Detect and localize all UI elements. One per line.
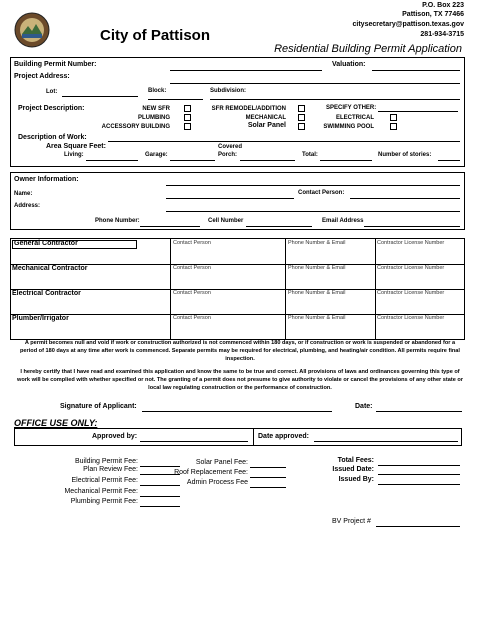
subdivision-field[interactable] — [210, 99, 460, 100]
signature-label: Signature of Applicant: — [60, 403, 137, 410]
owner-cell-label: Cell Number — [208, 218, 244, 224]
issued-by-field[interactable] — [378, 484, 460, 485]
sfr-remodel-checkbox[interactable] — [298, 105, 305, 112]
valuation-field[interactable] — [372, 70, 460, 71]
owner-name-field[interactable] — [166, 198, 294, 199]
address-line-2: Pattison, TX 77466 — [402, 11, 464, 18]
contact-person-header: Contact Person — [173, 315, 211, 321]
mechanical-permit-fee-label: Mechanical Permit Fee: — [64, 488, 138, 495]
work-description-field[interactable] — [108, 141, 460, 142]
sfr-remodel-label: SFR REMODEL/ADDITION — [211, 106, 286, 112]
subdivision-label: Subdivision: — [210, 88, 246, 94]
owner-information-title: Owner Information: — [14, 176, 79, 183]
roof-replacement-fee-label: Roof Replacement Fee: — [174, 469, 248, 476]
issued-date-label: Issued Date: — [332, 466, 374, 473]
owner-info-underline — [166, 185, 460, 186]
total-fees-label: Total Fees: — [337, 457, 374, 464]
solar-panel-fee-label: Solar Panel Fee: — [195, 459, 248, 466]
total-label: Total: — [302, 152, 318, 158]
project-address-label: Project Address: — [14, 73, 70, 80]
specify-other-field[interactable] — [378, 111, 458, 112]
form-title: Residential Building Permit Application — [274, 43, 462, 55]
work-description-label: Description of Work: — [18, 134, 87, 141]
stories-field[interactable] — [438, 160, 460, 161]
city-seal-logo — [14, 12, 50, 48]
project-section — [10, 57, 465, 167]
phone-email-header: Phone Number & Email — [288, 290, 346, 296]
porch-label: Porch: — [218, 152, 238, 158]
contact-person-header: Contact Person — [173, 240, 211, 246]
approval-box — [14, 428, 462, 446]
permit-number-label: Building Permit Number: — [14, 61, 97, 68]
owner-email-field[interactable] — [364, 226, 460, 227]
owner-phone-field[interactable] — [140, 226, 200, 227]
accessory-building-label: ACCESSORY BUILDING — [101, 124, 170, 130]
permit-number-field[interactable] — [170, 70, 322, 71]
garage-label: Garage: — [145, 152, 168, 158]
solar-panel-checkbox[interactable] — [298, 123, 305, 130]
project-address-field[interactable] — [170, 83, 460, 84]
owner-cell-field[interactable] — [246, 226, 312, 227]
mechanical-label: MECHANICAL — [245, 115, 286, 121]
address-line-1: P.O. Box 223 — [422, 2, 464, 9]
swimming-pool-checkbox[interactable] — [390, 123, 397, 130]
license-number-header: Contractor License Number — [377, 290, 445, 296]
block-field[interactable] — [148, 99, 203, 100]
date-approved-field[interactable] — [314, 441, 458, 442]
block-label: Block: — [148, 88, 167, 94]
covered-label: Covered — [218, 144, 243, 150]
electrical-contractor-label: Electrical Contractor — [12, 290, 81, 297]
office-use-title: OFFICE USE ONLY: — [14, 418, 98, 428]
admin-process-fee-label: Admin Process Fee — [186, 479, 248, 486]
license-number-header: Contractor License Number — [377, 265, 445, 271]
stories-label: Number of stories: — [378, 152, 432, 158]
bv-project-field[interactable] — [376, 526, 460, 527]
signature-date-field[interactable] — [376, 411, 462, 412]
date-approved-label: Date approved: — [258, 433, 309, 440]
roof-replacement-fee-field[interactable] — [250, 477, 286, 478]
project-description-label: Project Description: — [18, 105, 85, 112]
admin-process-fee-field[interactable] — [250, 487, 286, 488]
plumber-irrigator-label: Plumber/Irrigator — [12, 315, 69, 322]
solar-panel-label: Solar Panel — [247, 122, 286, 129]
contact-person-header: Contact Person — [173, 290, 211, 296]
issued-date-field[interactable] — [378, 474, 460, 475]
phone-number: 281-934-3715 — [420, 31, 464, 38]
owner-address-label: Address: — [14, 203, 41, 209]
swimming-pool-label: SWIMMING POOL — [323, 124, 374, 130]
contact-person-header: Contact Person — [173, 265, 211, 271]
porch-field[interactable] — [240, 160, 295, 161]
city-name: City of Pattison — [100, 27, 211, 44]
phone-email-header: Phone Number & Email — [288, 265, 346, 271]
building-permit-fee-field[interactable] — [140, 466, 180, 467]
contact-person-label: Contact Person: — [298, 190, 345, 196]
plumbing-permit-fee-field[interactable] — [140, 506, 180, 507]
electrical-label: ELECTRICAL — [336, 115, 374, 121]
approved-by-label: Approved by: — [92, 433, 138, 440]
total-field[interactable] — [320, 160, 372, 161]
permit-void-notice: A permit becomes null and void if work or construction authorized is not commenced within 180 days, or if construction or work is suspended or abandoned for a period of 180 days at any time after work is commenced. Separate permits may be required for electrical, plumbing, and heating/air condition. All permits require final inspection. — [20, 340, 460, 362]
mechanical-contractor-label: Mechanical Contractor — [12, 265, 88, 272]
mechanical-checkbox[interactable] — [298, 114, 305, 121]
living-label: Living: — [64, 152, 84, 158]
valuation-label: Valuation: — [332, 61, 366, 68]
license-number-header: Contractor License Number — [377, 240, 445, 246]
owner-email-label: Email Address — [322, 218, 364, 224]
area-square-feet-label: Area Square Feet: — [46, 143, 106, 150]
living-field[interactable] — [86, 160, 138, 161]
approved-by-field[interactable] — [140, 441, 248, 442]
specify-other-label: SPECIFY OTHER: — [326, 105, 377, 111]
plumbing-permit-fee-label: Plumbing Permit Fee: — [70, 498, 138, 505]
license-number-header: Contractor License Number — [377, 315, 445, 321]
phone-email-header: Phone Number & Email — [288, 315, 346, 321]
owner-phone-label: Phone Number: — [95, 218, 140, 224]
certification-statement: I hereby certify that I have read and examined this application and know the same to be true and correct. All provisions of laws and ordinances governing this type of work will be complied with whether specified or not. The granting of a permit does not presume to give authority to violate or cancel the provisions of any other state or local law regulating construction or the performance of construction. — [16, 369, 463, 391]
email-address: citysecretary@pattison.texas.gov — [352, 21, 464, 28]
owner-address-field[interactable] — [166, 211, 460, 212]
new-sfr-checkbox[interactable] — [184, 105, 191, 112]
bv-project-label: BV Project # — [332, 518, 371, 525]
new-sfr-label: NEW SFR — [142, 106, 170, 112]
electrical-permit-fee-label: Electrical Permit Fee: — [71, 477, 138, 484]
general-contractor-label: General Contractor — [14, 240, 78, 247]
signature-date-label: Date: — [355, 403, 373, 410]
building-permit-fee-label: Building Permit Fee: — [74, 458, 138, 465]
solar-panel-fee-field[interactable] — [250, 467, 286, 468]
total-fees-field[interactable] — [378, 465, 460, 466]
lot-label: Lot: — [46, 89, 58, 95]
garage-field[interactable] — [170, 160, 215, 161]
issued-by-label: Issued By: — [338, 476, 374, 483]
plumbing-checkbox[interactable] — [184, 114, 191, 121]
lot-field[interactable] — [62, 96, 138, 97]
plan-review-fee-label: Plan Review Fee: — [83, 466, 138, 473]
phone-email-header: Phone Number & Email — [288, 240, 346, 246]
mechanical-permit-fee-field[interactable] — [140, 496, 180, 497]
plumbing-label: PLUMBING — [138, 115, 170, 121]
signature-field[interactable] — [142, 411, 332, 412]
contact-person-field[interactable] — [350, 198, 460, 199]
electrical-checkbox[interactable] — [390, 114, 397, 121]
owner-name-label: Name: — [14, 191, 33, 197]
accessory-building-checkbox[interactable] — [184, 123, 191, 130]
